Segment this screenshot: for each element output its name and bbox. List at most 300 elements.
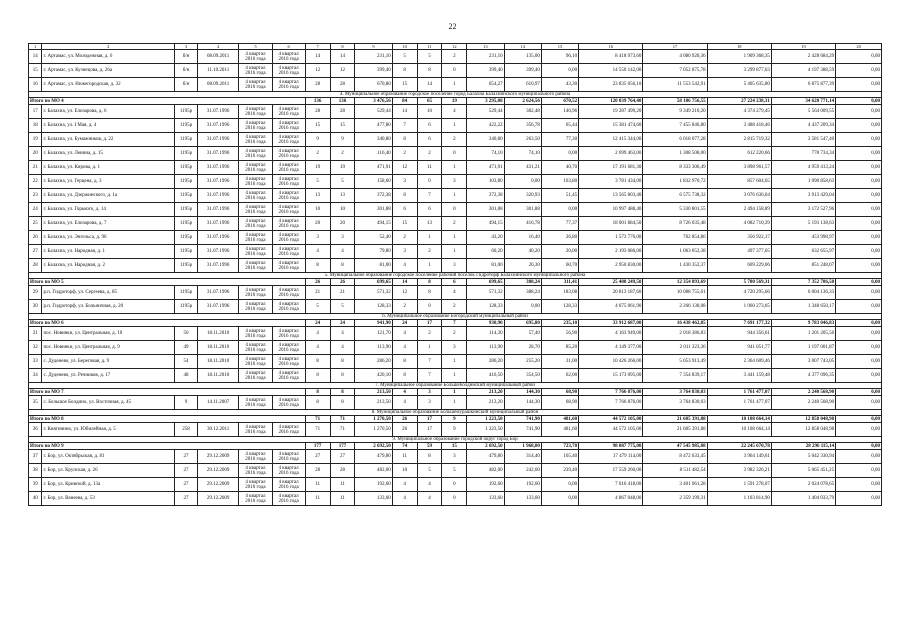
table-cell: 4 квартал 2016 года [239, 355, 272, 369]
address-cell: г. Балахна, ул. Кирова, д. 1 [42, 161, 175, 175]
table-cell: 4 867 048,00 [579, 492, 643, 506]
table-cell: 31.07.1996 [197, 259, 238, 273]
table-cell: 1 573 776,00 [579, 231, 643, 245]
table-cell: 18 001 884,50 [579, 217, 643, 231]
table-cell: 5 065 451,25 [771, 464, 835, 478]
column-number-cell: 1 [29, 44, 42, 50]
table-cell: 18.11.2010 [197, 355, 238, 369]
table-cell: 9 349 210,20 [643, 105, 707, 119]
table-cell: 0,00 [836, 396, 882, 410]
column-number-cell: 15 [541, 44, 578, 50]
table-cell: 4 080 920,36 [643, 50, 707, 64]
table-cell: 0,00 [836, 50, 882, 64]
table-cell: 1195р [175, 245, 198, 259]
table-cell: 14 [392, 105, 417, 119]
subtotal-cell: 33 912 687,00 [579, 320, 643, 327]
table-cell: 4 квартал 2016 года [239, 396, 272, 410]
table-cell: 388,24 [504, 286, 541, 300]
table-cell: 5 [417, 464, 442, 478]
table-cell: 0,00 [836, 300, 882, 314]
table-cell: 31.07.1996 [197, 203, 238, 217]
table-cell: 54 [175, 355, 198, 369]
subtotal-cell: 2 624,56 [504, 98, 541, 105]
table-cell: 29.12.2009 [197, 492, 238, 506]
table-cell: 529,44 [355, 105, 392, 119]
table-cell: 4 квартал 2016 года [239, 175, 272, 189]
table-cell: 571,32 [355, 286, 392, 300]
table-cell: 4 квартал 2016 года [272, 64, 305, 78]
subtotal-cell: 930,90 [467, 320, 504, 327]
table-cell: 6 [417, 119, 442, 133]
subtotal-cell: 71 [330, 416, 355, 423]
table-cell: 4 [330, 327, 355, 341]
table-cell: 497 377,65 [707, 245, 771, 259]
table-cell: 494,15 [467, 217, 504, 231]
subtotal-cell: 34 628 771,14 [771, 98, 835, 105]
table-cell: 477,80 [355, 119, 392, 133]
table-cell: 13 [417, 217, 442, 231]
subtotal-cell: 16 438 462,85 [643, 320, 707, 327]
table-cell: 340,80 [467, 133, 504, 147]
subtotal-cell: 0,00 [836, 98, 882, 105]
table-cell: 20 [29, 147, 42, 161]
table-cell: 31.07.1996 [197, 286, 238, 300]
table-cell: 14.11.2007 [197, 396, 238, 410]
table-cell: 479,80 [355, 450, 392, 464]
section-title: 6. Муниципальное образование Богородский муниципальный район [29, 314, 882, 320]
table-cell: 0 [442, 64, 467, 78]
table-cell: 4 квартал 2016 года [239, 105, 272, 119]
table-row [29, 133, 882, 147]
table-cell: 31.07.1996 [197, 161, 238, 175]
table-cell: 52,40 [355, 231, 392, 245]
subtotal-cell: 58 186 756,55 [643, 98, 707, 105]
subtotal-cell: 311,41 [541, 279, 578, 286]
table-cell: 1 591 278,07 [707, 478, 771, 492]
table-cell: 31 [29, 327, 42, 341]
table-cell: 1 [442, 119, 467, 133]
table-cell: 128,33 [467, 300, 504, 314]
table-cell: 2 [417, 245, 442, 259]
table-cell: 0,00 [541, 478, 578, 492]
table-cell: 0,00 [836, 231, 882, 245]
table-cell: 1 [417, 341, 442, 355]
page-number: 22 [448, 22, 457, 31]
column-number-cell: 17 [643, 44, 707, 50]
table-cell: 1195р [175, 161, 198, 175]
table-cell: 4 квартал 2016 года [272, 423, 305, 437]
table-cell: 8 [392, 189, 417, 203]
table-cell: 31,00 [541, 355, 578, 369]
table-cell: 1 [442, 231, 467, 245]
table-cell: 6 018 077,28 [643, 133, 707, 147]
subtotal-cell: 3 295,08 [467, 98, 504, 105]
table-cell: 0,00 [836, 78, 882, 92]
table-cell: 422,22 [467, 119, 504, 133]
subtotal-cell: 9 [442, 416, 467, 423]
table-cell: 0,00 [836, 464, 882, 478]
table-cell: 0,00 [836, 133, 882, 147]
table-cell: 28,70 [504, 341, 541, 355]
table-cell: 11 [330, 478, 355, 492]
table-cell: 113,90 [467, 341, 504, 355]
subtotal-cell: 7 691 177,32 [707, 320, 771, 327]
table-cell: 4 [392, 341, 417, 355]
section-title: 8. Муниципальное образование Большемурашкинский муниципальный район [29, 410, 882, 416]
table-cell: 19 [29, 133, 42, 147]
table-cell: 14 [305, 50, 330, 64]
table-cell: 4 [392, 478, 417, 492]
subtotal-row [29, 279, 882, 286]
table-cell: 38 [29, 464, 42, 478]
subtotal-cell: 17 [417, 320, 442, 327]
table-cell: 0 [442, 478, 467, 492]
table-row [29, 64, 882, 78]
subtotal-cell: 12 858 048,98 [771, 416, 835, 423]
table-cell: 60,20 [467, 245, 504, 259]
table-cell: 4 [442, 105, 467, 119]
table-cell: 8 726 035,48 [643, 217, 707, 231]
subtotal-cell: 74 [392, 443, 417, 450]
table-cell: 857 604,65 [707, 175, 771, 189]
table-cell: 2 266 138,08 [643, 300, 707, 314]
table-cell: 1 [417, 259, 442, 273]
table-cell: 1 063 052,38 [643, 245, 707, 259]
table-cell: 3 441 159,48 [707, 369, 771, 383]
table-cell: 3 [442, 175, 467, 189]
table-cell: 28 [330, 105, 355, 119]
table-cell: 2 950 830,00 [579, 259, 643, 273]
table-cell: 4 квартал 2016 года [272, 286, 305, 300]
table-cell: 4 [305, 245, 330, 259]
table-cell: 18.11.2010 [197, 341, 238, 355]
table-cell: 5 042 330,94 [771, 450, 835, 464]
address-cell: г. Балахна, ул. Бумажников, д. 22 [42, 133, 175, 147]
table-cell: 8 511 482,54 [643, 464, 707, 478]
subtotal-cell: 213,20 [467, 389, 504, 396]
table-cell: 31.07.1996 [197, 189, 238, 203]
subtotal-label: Итого по МО 9 [29, 443, 306, 450]
table-cell: 49 [175, 341, 198, 355]
table-cell: 32 [29, 341, 42, 355]
table-cell: 482,00 [355, 464, 392, 478]
table-cell: 3 [305, 231, 330, 245]
table-cell: 16,40 [504, 231, 541, 245]
table-cell: 416,78 [504, 217, 541, 231]
table-cell: 4 149 377,00 [579, 341, 643, 355]
table-cell: 0,00 [836, 286, 882, 300]
table-cell: 4 квартал 2016 года [272, 478, 305, 492]
subtotal-cell: 6 [442, 279, 467, 286]
address-cell: г. Балахна, ул. Елизарова, д. 7 [42, 217, 175, 231]
table-cell: 8 [330, 396, 355, 410]
table-cell: 851 248,07 [771, 259, 835, 273]
table-row [29, 189, 882, 203]
table-cell: 31.07.1996 [197, 217, 238, 231]
table-cell: 18.11.2010 [197, 369, 238, 383]
table-cell: 27 [175, 492, 198, 506]
subtotal-cell: 98 087 775,00 [579, 443, 643, 450]
table-cell: 3 007 743,05 [771, 355, 835, 369]
table-cell: 1 103 814,90 [707, 492, 771, 506]
column-number-cell: 20 [836, 44, 882, 50]
table-cell: 28 [305, 105, 330, 119]
subtotal-cell: 7 766 876,00 [579, 389, 643, 396]
subtotal-cell: 695,80 [504, 320, 541, 327]
table-cell: 4 квартал 2016 года [239, 492, 272, 506]
table-cell: 12 [392, 161, 417, 175]
table-row [29, 492, 882, 506]
table-cell: 0,00 [541, 492, 578, 506]
table-cell: 13 [305, 189, 330, 203]
table-cell: 0,00 [836, 369, 882, 383]
column-number-cell: 3 [175, 44, 198, 50]
table-cell: 263,50 [504, 133, 541, 147]
table-cell: 28 [330, 464, 355, 478]
table-cell: 2 193 086,00 [579, 245, 643, 259]
table-cell: 2 [442, 327, 467, 341]
table-row [29, 175, 882, 189]
table-cell: 44 572 105,00 [579, 423, 643, 437]
table-cell: 6 575 738,32 [643, 189, 707, 203]
table-cell: 4 квартал 2016 года [272, 161, 305, 175]
table-cell: 4 квартал 2016 года [272, 119, 305, 133]
column-number-cell: 8 [330, 44, 355, 50]
table-cell: 114,30 [467, 327, 504, 341]
table-cell: 1 [442, 189, 467, 203]
table-cell: 1 223,50 [467, 423, 504, 437]
table-cell: 3 [330, 231, 355, 245]
table-cell: 27 [175, 478, 198, 492]
table-cell: 3 [417, 396, 442, 410]
table-cell: 7 052 875,78 [643, 64, 707, 78]
table-cell: 1195р [175, 300, 198, 314]
table-cell: 26 [29, 231, 42, 245]
table-cell: 482,00 [467, 464, 504, 478]
table-cell: 3 488 418,46 [707, 119, 771, 133]
table-cell: 8 [330, 355, 355, 369]
column-number-cell: 9 [355, 44, 392, 50]
table-cell: 15 [29, 64, 42, 78]
table-cell: 4 квартал 2016 года [272, 203, 305, 217]
table-cell: 3 781 434,00 [579, 175, 643, 189]
table-cell: 10 [305, 203, 330, 217]
table-cell: 4 квартал 2016 года [272, 217, 305, 231]
table-cell: 4 квартал 2016 года [272, 341, 305, 355]
table-cell: 103,80 [541, 175, 578, 189]
table-cell: 27 [175, 464, 198, 478]
table-row [29, 450, 882, 464]
table-row [29, 78, 882, 92]
table-cell: 0,00 [541, 203, 578, 217]
table-cell: 28 [305, 78, 330, 92]
table-cell: 3 [442, 341, 467, 355]
table-cell: 2 [392, 300, 417, 314]
subtotal-cell: 26 [330, 279, 355, 286]
subtotal-cell: 388,24 [504, 279, 541, 286]
table-cell: 133,60 [504, 492, 541, 506]
table-cell: 30.12.2011 [197, 423, 238, 437]
column-number-cell: 13 [467, 44, 504, 50]
table-cell: 340,80 [355, 133, 392, 147]
table-cell: 4 квартал 2016 года [239, 203, 272, 217]
table-cell: 4 квартал 2016 года [239, 327, 272, 341]
subtotal-cell: 1 270,50 [355, 416, 392, 423]
table-cell: 481,60 [541, 423, 578, 437]
table-cell: 81,00 [355, 259, 392, 273]
table-cell: 4 квартал 2016 года [272, 105, 305, 119]
subtotal-cell: 65 [417, 98, 442, 105]
table-cell: 301,88 [467, 203, 504, 217]
table-cell: 0,00 [836, 147, 882, 161]
table-cell: 471,91 [355, 161, 392, 175]
subtotal-cell: 699,65 [355, 279, 392, 286]
table-cell: 183,08 [541, 286, 578, 300]
table-cell: 286,20 [355, 355, 392, 369]
table-cell: 31.07.1996 [197, 175, 238, 189]
table-cell: 1 [442, 355, 467, 369]
table-cell: 231,10 [355, 50, 392, 64]
table-cell: 20 [305, 217, 330, 231]
table-cell: 669 229,06 [707, 259, 771, 273]
table-cell: 0,00 [836, 64, 882, 78]
table-cell: 128,33 [541, 300, 578, 314]
address-cell: г. Артамас, ул. Молодежная, д. 6 [42, 50, 175, 64]
column-number-cell: 18 [707, 44, 771, 50]
subtotal-cell: 235,10 [541, 320, 578, 327]
table-cell: 146,96 [541, 105, 578, 119]
table-cell: 74,10 [504, 147, 541, 161]
subtotal-cell: 68,90 [541, 389, 578, 396]
subtotal-cell: 7 [442, 320, 467, 327]
table-cell: 192,60 [467, 478, 504, 492]
table-cell: 21 605 391,88 [643, 423, 707, 437]
table-cell: 1195р [175, 203, 198, 217]
table-cell: 778 734,34 [771, 147, 835, 161]
table-cell: 479,80 [467, 450, 504, 464]
subtotal-cell: 24 [305, 320, 330, 327]
table-cell: 11.10.2011 [197, 64, 238, 78]
table-cell: 29.12.2009 [197, 464, 238, 478]
table-cell: 11 [305, 492, 330, 506]
table-cell: 4 квартал 2016 года [239, 50, 272, 64]
table-cell: б/н [175, 78, 198, 92]
table-cell: 12 415 344,00 [579, 133, 643, 147]
table-cell: 4 374 279,45 [707, 105, 771, 119]
table-cell: 18 [29, 119, 42, 133]
table-cell: 1195р [175, 147, 198, 161]
column-number-cell: 11 [417, 44, 442, 50]
table-cell: 301,88 [355, 203, 392, 217]
table-cell: 7 [417, 189, 442, 203]
table-cell: 4 437 209,34 [771, 119, 835, 133]
table-cell: 15 [330, 119, 355, 133]
column-number-cell: 19 [771, 44, 835, 50]
table-cell: 29 [29, 286, 42, 300]
table-cell: 2 [417, 327, 442, 341]
table-row [29, 423, 882, 437]
table-row [29, 478, 882, 492]
table-cell: 13 565 803,40 [579, 189, 643, 203]
table-row [29, 341, 882, 355]
subtotal-cell: 0,00 [836, 279, 882, 286]
table-cell: 286,20 [467, 355, 504, 369]
table-cell: 0,00 [836, 245, 882, 259]
table-cell: 2 018 386,83 [643, 327, 707, 341]
table-cell: 31.07.1996 [197, 119, 238, 133]
table-cell: 77,37 [541, 217, 578, 231]
table-cell: 1 [442, 78, 467, 92]
subtotal-row [29, 443, 882, 450]
table-cell: 96,10 [541, 50, 578, 64]
table-cell: 29.12.2009 [197, 478, 238, 492]
subtotal-cell: 941,90 [355, 320, 392, 327]
table-cell: 213,50 [355, 396, 392, 410]
table-cell: 5 [330, 175, 355, 189]
subtotal-cell: 26 [392, 416, 417, 423]
table-cell: 10 [330, 203, 355, 217]
subtotal-label: Итого по МО 4 [29, 98, 306, 105]
subtotal-cell: 3 [417, 389, 442, 396]
table-cell: 36 [29, 423, 42, 437]
subtotal-cell: 25 488 249,50 [579, 279, 643, 286]
subtotal-cell: 177 [305, 443, 330, 450]
table-cell: 4 720 295,66 [707, 286, 771, 300]
table-cell: 31.07.1996 [197, 300, 238, 314]
table-cell: 0 [442, 147, 467, 161]
subtotal-cell: 0,00 [836, 320, 882, 327]
table-cell: 670,80 [355, 78, 392, 92]
address-cell: с. Дуденево, ул. Речников, д. 17 [42, 369, 175, 383]
table-cell: 571,32 [467, 286, 504, 300]
table-cell: 494,15 [355, 217, 392, 231]
table-cell: 0,00 [836, 341, 882, 355]
table-cell: 1195р [175, 217, 198, 231]
table-cell: 1 832 970,72 [643, 175, 707, 189]
table-cell: 453 998,97 [771, 231, 835, 245]
subtotal-cell: 670,52 [541, 98, 578, 105]
address-cell: р.п. Гидроторф, ул. Сергеева, д. 85 [42, 286, 175, 300]
table-cell: 1195р [175, 231, 198, 245]
table-cell: 25 [29, 217, 42, 231]
table-cell: 612 220,66 [707, 147, 771, 161]
table-cell: 4 квартал 2016 года [272, 78, 305, 92]
subtotal-cell: 8 [330, 389, 355, 396]
subtotal-cell: 120 039 764,40 [579, 98, 643, 105]
table-cell: 2 [330, 147, 355, 161]
table-cell: 0 [442, 492, 467, 506]
table-cell: 113,90 [355, 341, 392, 355]
table-cell: 399,40 [467, 64, 504, 78]
table-cell: 4 квартал 2016 года [239, 300, 272, 314]
table-cell: 11 [392, 450, 417, 464]
subtotal-cell: 8 [305, 389, 330, 396]
table-cell: 5 330 801,55 [643, 203, 707, 217]
table-cell: 17 191 681,30 [579, 161, 643, 175]
table-cell: 11 [330, 492, 355, 506]
address-cell: г. Бор, ул. Кривской, д. 13а [42, 478, 175, 492]
subtotal-cell: 177 [330, 443, 355, 450]
table-cell: 231,10 [467, 50, 504, 64]
table-cell: 4 квартал 2016 года [272, 300, 305, 314]
table-cell: 4 квартал 2016 года [272, 259, 305, 273]
housing-register-table [28, 43, 882, 506]
table-cell: 5 [305, 175, 330, 189]
table-cell: 1195р [175, 259, 198, 273]
table-cell: 4 квартал 2016 года [272, 450, 305, 464]
table-cell: 192,60 [355, 478, 392, 492]
table-cell: 77,30 [541, 133, 578, 147]
